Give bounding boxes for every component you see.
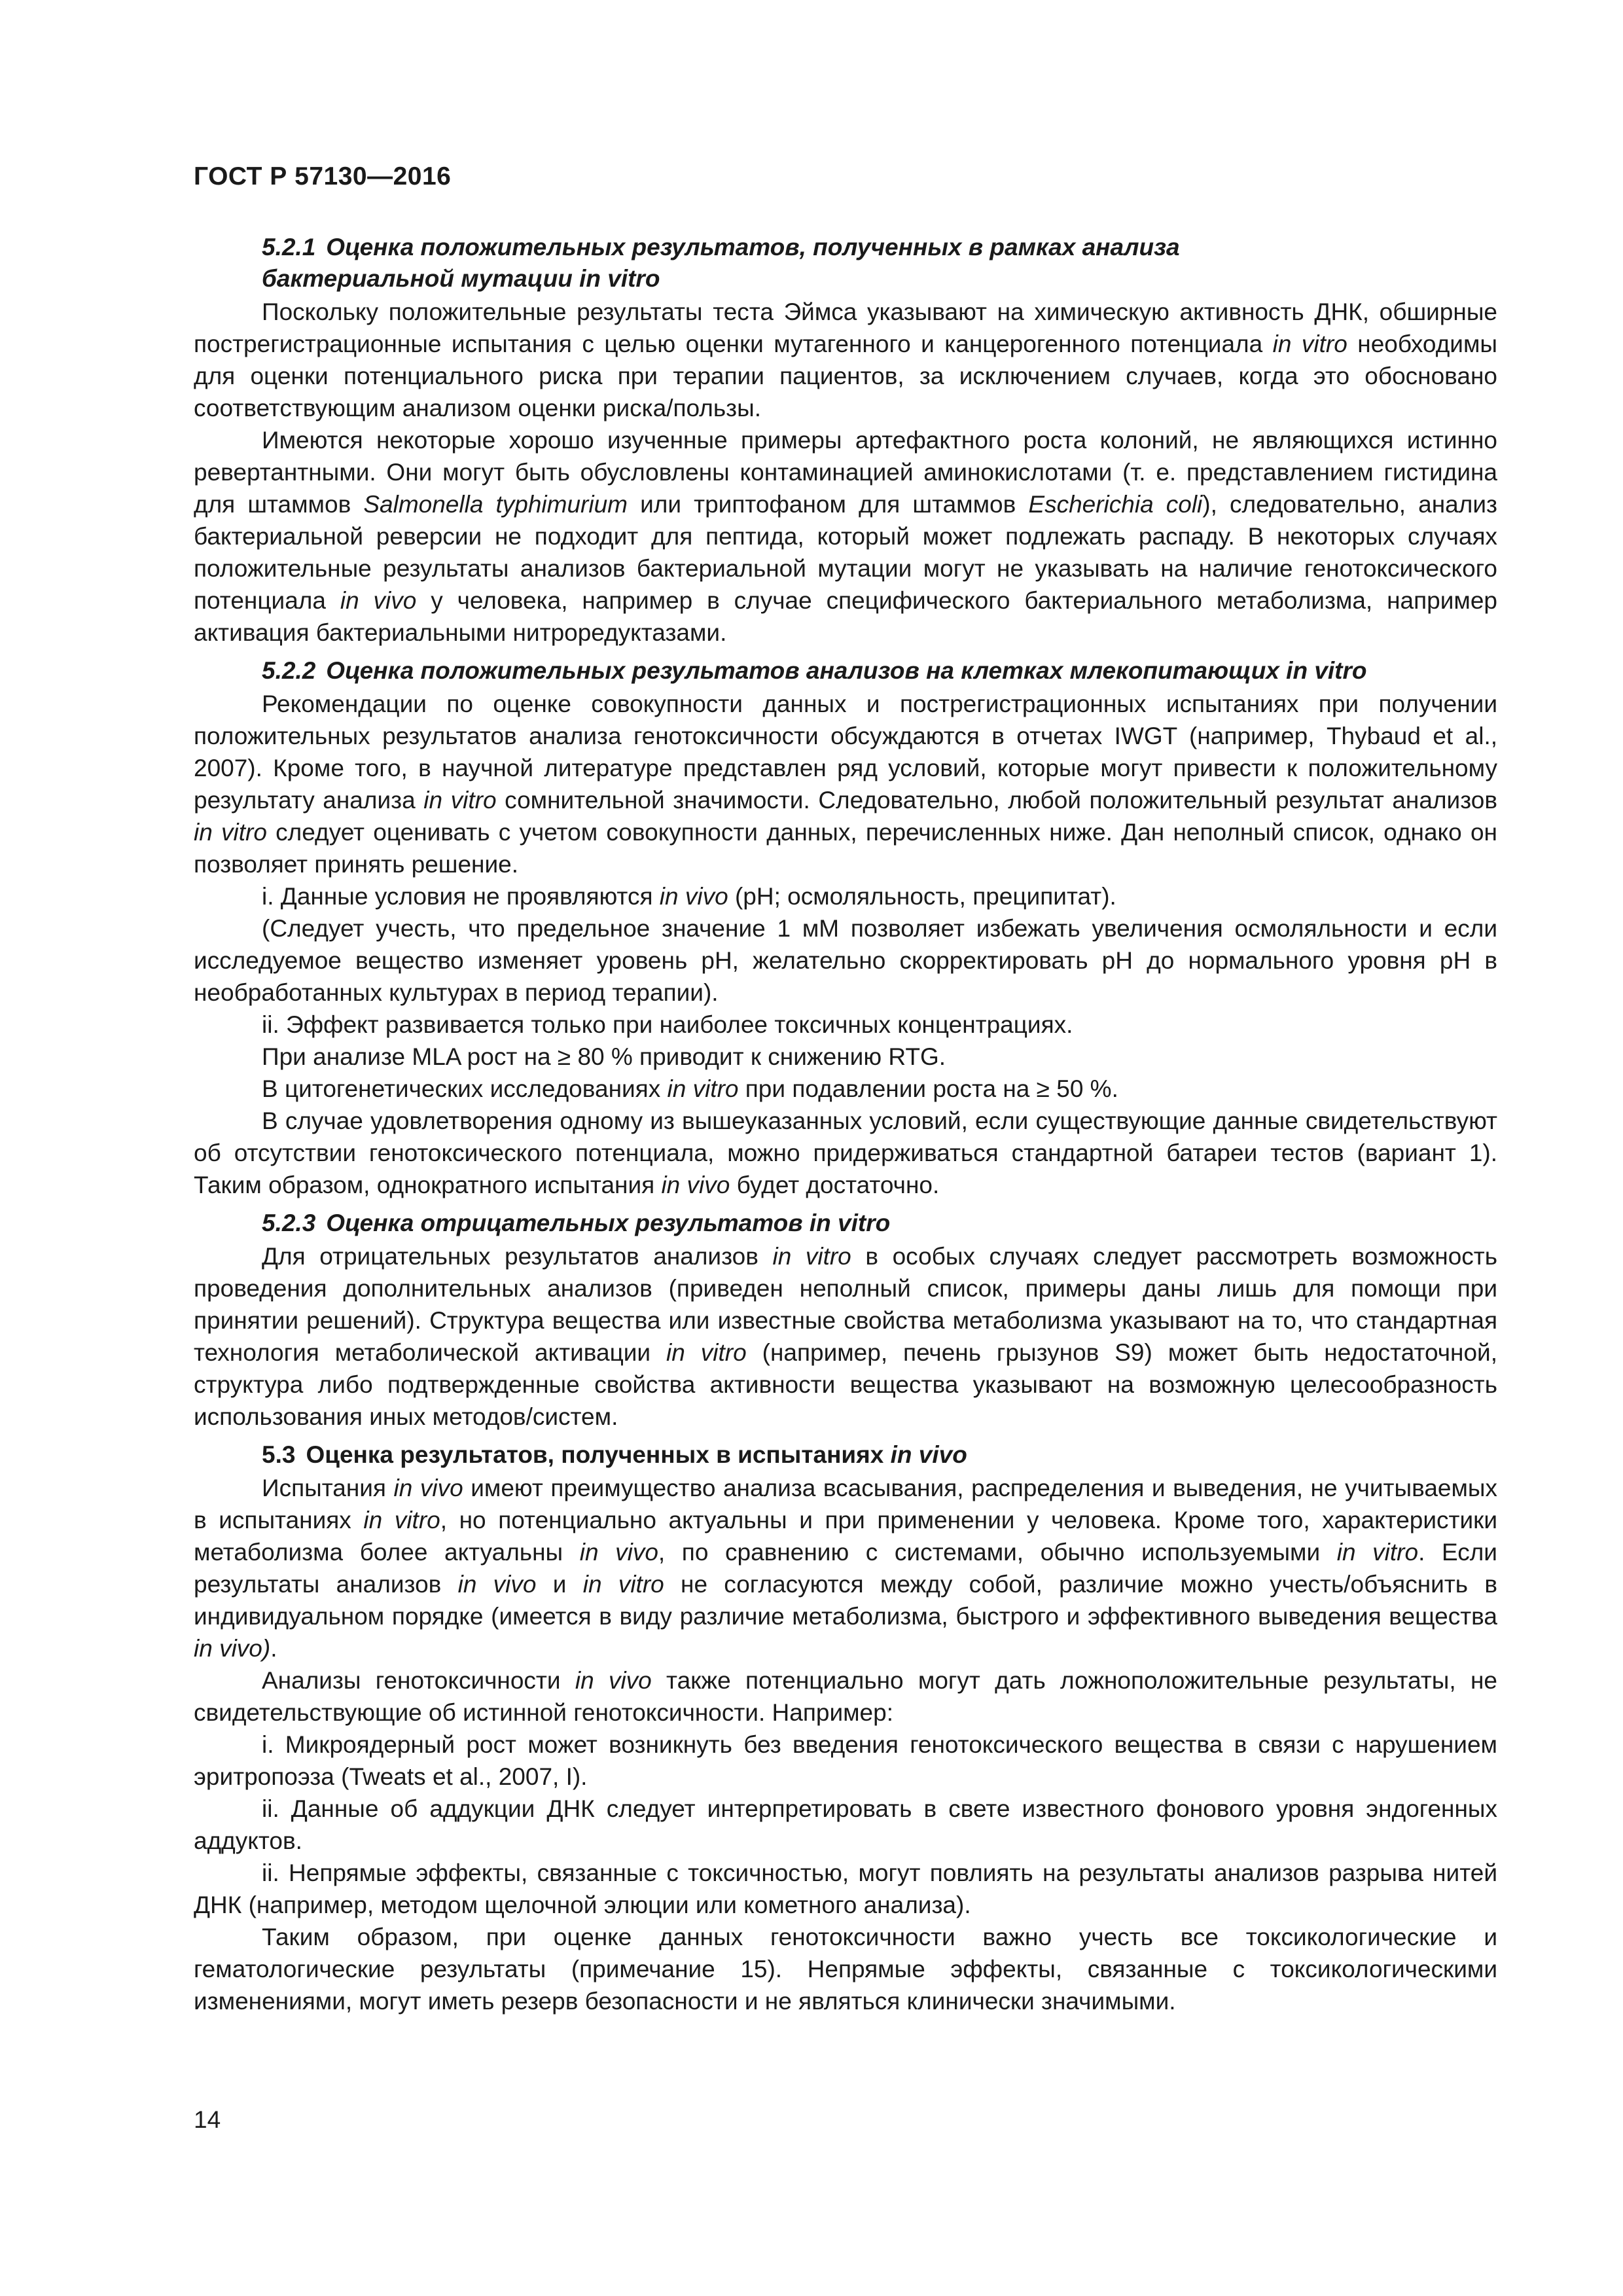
document-body xyxy=(194,225,1497,2017)
paragraph: (Следует учесть, что предельное значение 1 мМ позволяет избежать увеличения осмоляльности и если исследуемое вещество изменяет уровень pH, желательно скорректировать pH до нормального уровня pH в необработанных культурах в период терапии). xyxy=(194,915,1497,1006)
paragraph: Для отрицательных результатов анализов in vitro в особых случаях следует рассмотреть возможность проведения дополнительных анализов (приведен неполный список, примеры даны лишь для помощи при принятии решений). Структура вещества или известные свойства метаболизма указывают на то, что стандартная технология метаболической активации in vitro (например, печень грызунов S9) может быть недостаточной, структура либо подтвержденные свойства активности вещества указывают на возможную целесообразность использования иных методов/систем. xyxy=(194,1243,1498,1430)
paragraph: В цитогенетических исследованиях in vitro при подавлении роста на ≥ 50 %. xyxy=(262,1075,1118,1102)
heading-title: Оценка отрицательных результатов in vitro xyxy=(326,1210,891,1236)
heading-title-continued: бактериальной мутации in vitro xyxy=(262,265,660,292)
heading-number: 5.3 xyxy=(262,1441,296,1468)
heading-5-2-2 xyxy=(194,655,1497,687)
list-item: i. Данные условия не проявляются in vivo (pH; осмоляльность, преципитат). xyxy=(262,883,1116,910)
heading-number: 5.2.1 xyxy=(262,234,316,260)
paragraph: Испытания in vivo имеют преимущество анализа всасывания, распределения и выведения, не учитываемых в испытаниях in vitro, но потенциально актуальны и при применении у человека. Кроме того, характеристики метаболизма более актуальны in vivo, по сравнению с системами, обычно используемыми in vitro. Если результаты анализов in vivo и in vitro не согласуются между собой, различие можно учесть/объяснить в индивидуальном порядке (имеется в виду различие метаболизма, быстрого и эффективного выведения вещества in vivo). xyxy=(194,1475,1498,1662)
heading-number: 5.2.3 xyxy=(262,1210,316,1236)
paragraph: В случае удовлетворения одному из вышеуказанных условий, если существующие данные свидетельствуют об отсутствии генотоксического потенциала, можно придерживаться стандартной батареи тестов (вариант 1). Таким образом, однократного испытания in vivo будет достаточно. xyxy=(194,1107,1497,1198)
paragraph: Поскольку положительные результаты теста Эймса указывают на химическую активность ДНК, обширные пострегистрационные испытания с целью оценки мутагенного и канцерогенного потенциала in vitro необходимы для оценки потенциального риска при терапии пациентов, за исключением случаев, когда это обосновано соответствующим анализом оценки риска/пользы. xyxy=(194,298,1497,422)
page-number: 14 xyxy=(194,2106,221,2133)
list-item: ii. Данные об аддукции ДНК следует интерпретировать в свете известного фонового уровня эндогенных аддуктов. xyxy=(194,1795,1497,1854)
heading-number: 5.2.2 xyxy=(262,657,316,684)
heading-title: Оценка результатов, полученных в испытаниях xyxy=(306,1441,891,1468)
heading-title: Оценка положительных результатов анализов на клетках млекопитающих in vitro xyxy=(326,657,1367,684)
heading-title-italic: in vivo xyxy=(890,1441,967,1468)
heading-5-2-1 xyxy=(194,232,1497,295)
paragraph: Имеются некоторые хорошо изученные примеры артефактного роста колоний, не являющихся истинно ревертантными. Они могут быть обусловлены контаминацией аминокислотами (т. е. представлением гистидина для штаммов Salmonella typhimurium или триптофаном для штаммов Escherichia coli), следовательно, анализ бактериальной реверсии не подходит для пептида, который может подлежать распаду. В некоторых случаях положительные результаты анализов бактериальной мутации могут не указывать на наличие генотоксического потенциала in vivo у человека, например в случае специфического бактериального метаболизма, например активация бактериальными нитроредуктазами. xyxy=(194,427,1497,646)
list-item: ii. Эффект развивается только при наиболее токсичных концентрациях. xyxy=(262,1011,1073,1038)
paragraph: При анализе MLA рост на ≥ 80 % приводит к снижению RTG. xyxy=(262,1043,946,1070)
heading-5-3 xyxy=(194,1439,1497,1471)
list-item: ii. Непрямые эффекты, связанные с токсичностью, могут повлиять на результаты анализов разрыва нитей ДНК (например, методом щелочной элюции или кометного анализа). xyxy=(194,1859,1497,1918)
document-header: ГОСТ Р 57130—2016 xyxy=(194,162,452,190)
heading-5-2-3 xyxy=(194,1208,1497,1239)
list-item: i. Микроядерный рост может возникнуть без введения генотоксического вещества в связи с нарушением эритропоэза (Tweats et al., 2007, I). xyxy=(194,1731,1497,1790)
paragraph: Таким образом, при оценке данных генотоксичности важно учесть все токсикологические и гематологические результаты (примечание 15). Непрямые эффекты, связанные с токсикологическими изменениями, могут иметь резерв безопасности и не являться клинически значимыми. xyxy=(194,1924,1497,2015)
paragraph: Рекомендации по оценке совокупности данных и пострегистрационных испытаниях при получении положительных результатов анализа генотоксичности обсуждаются в отчетах IWGT (например, Thybaud et al., 2007). Кроме того, в научной литературе представлен ряд условий, которые могут привести к положительному результату анализа in vitro сомнительной значимости. Следовательно, любой положительный результат анализов in vitro следует оценивать с учетом совокупности данных, перечисленных ниже. Дан неполный список, однако он позволяет принять решение. xyxy=(194,691,1497,878)
paragraph: Анализы генотоксичности in vivo также потенциально могут дать ложноположительные результаты, не свидетельствующие об истинной генотоксичности. Например: xyxy=(194,1667,1497,1726)
heading-title: Оценка положительных результатов, полученных в рамках анализа xyxy=(326,234,1180,260)
